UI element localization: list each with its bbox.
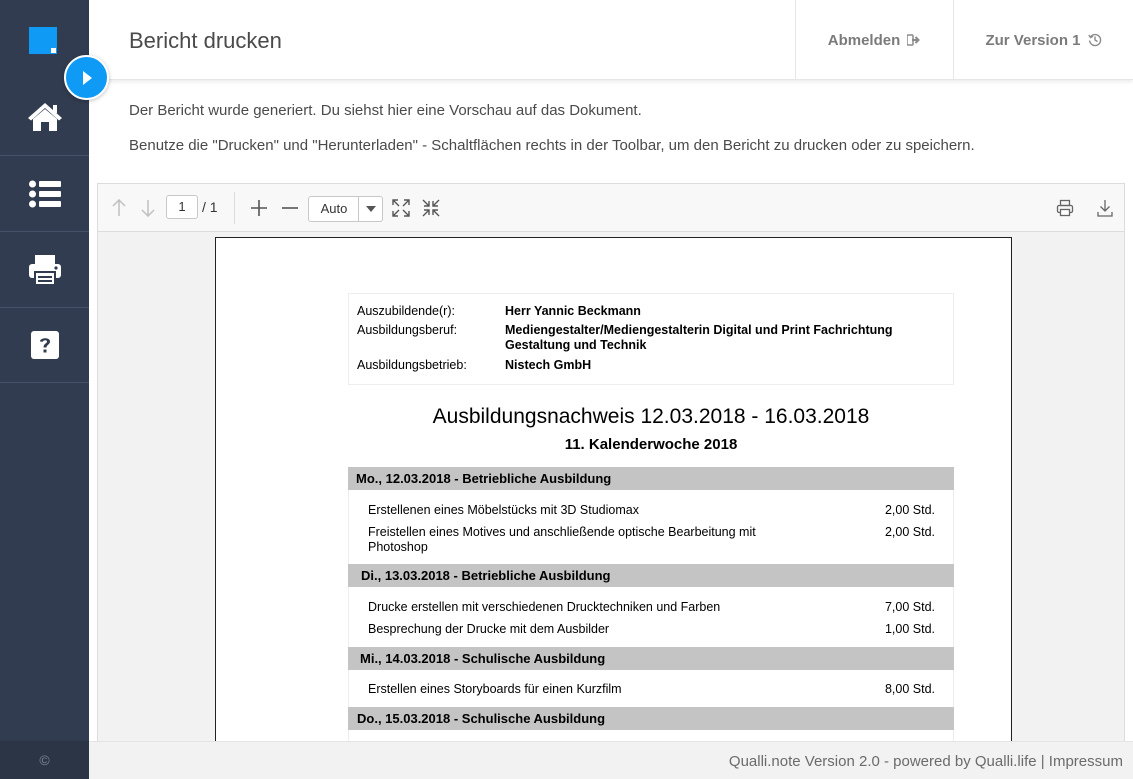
help-icon (31, 331, 59, 359)
entry-text: Besprechung der Drucke mit dem Ausbilder (368, 622, 610, 636)
document-area (98, 232, 1124, 743)
fit-page-button[interactable] (421, 198, 441, 218)
entry-text: Erstellen eines Storyboards für einen Kurzfilm (368, 682, 622, 696)
app-logo[interactable] (29, 27, 57, 54)
next-page-button[interactable] (139, 198, 157, 218)
day-header: Mo., 12.03.2018 - Betriebliche Ausbildung (348, 467, 954, 490)
page-number-input[interactable]: 1 (166, 195, 198, 219)
entry-hours: 2,00 Std. (884, 503, 935, 517)
download-button[interactable] (1095, 198, 1115, 218)
home-icon (27, 101, 63, 133)
version-label: Zur Version 1 (985, 31, 1081, 49)
arrow-up-icon (112, 199, 126, 217)
header (89, 0, 1133, 80)
print-icon (1056, 199, 1074, 217)
plus-icon (250, 199, 268, 217)
entry-hours: 7,00 Std. (884, 600, 935, 614)
day-header: Mi., 14.03.2018 - Schulische Ausbildung (348, 647, 954, 670)
trainee-info (348, 293, 954, 385)
page-total: / 1 (202, 199, 218, 215)
footer-text[interactable]: Qualli.note Version 2.0 - powered by Qualli.life | Impressum (728, 753, 1123, 770)
info-value: Nistech GmbH (505, 358, 592, 372)
list-icon (29, 180, 61, 208)
entry-text: Erstellenen eines Möbelstücks mit 3D Studiomax (368, 503, 639, 517)
toolbar-divider (234, 192, 235, 224)
info-label: Ausbildungsbetrieb: (357, 358, 467, 372)
arrow-down-icon (141, 199, 155, 217)
entry-text: Freistellen eines Motives und anschließende optische Bearbeitung mit Photoshop (368, 525, 756, 554)
compress-icon (422, 199, 440, 217)
logout-button[interactable] (795, 0, 953, 80)
history-icon (1088, 33, 1102, 47)
fullscreen-button[interactable] (391, 198, 411, 218)
previous-page-button[interactable] (110, 198, 128, 218)
entry-hours: 1,00 Std. (884, 622, 935, 636)
day-header: Di., 13.03.2018 - Betriebliche Ausbildung (348, 564, 954, 587)
intro-text: Der Bericht wurde generiert. Du siehst hier eine Vorschau auf das Dokument. (129, 102, 642, 119)
zoom-value: Auto (320, 201, 348, 216)
zoom-in-button[interactable] (249, 198, 269, 218)
info-value: Mediengestalter/Mediengestalterin Digital und Print Fachrichtung Gestaltung und Technik (505, 323, 893, 352)
chevron-down-icon (358, 197, 382, 221)
sidebar-item-help[interactable] (0, 307, 89, 383)
version-1-button[interactable] (953, 0, 1133, 80)
document-page (215, 237, 1012, 743)
expand-icon (392, 199, 410, 217)
pdf-viewer (97, 183, 1125, 743)
intro-hint: Benutze die "Drucken" und "Herunterladen" - Schaltflächen rechts in der Toolbar, um den Bericht zu drucken oder zu speichern. (129, 137, 975, 154)
sidebar-item-print[interactable] (0, 231, 89, 307)
logout-label: Abmelden (827, 31, 901, 49)
info-label: Ausbildungsberuf: (357, 323, 458, 337)
download-icon (1097, 199, 1113, 217)
sidebar-item-list[interactable] (0, 155, 89, 231)
footer (89, 741, 1133, 779)
entry-hours: 8,00 Std. (884, 682, 935, 696)
day-header: Do., 15.03.2018 - Schulische Ausbildung (348, 707, 954, 730)
play-icon (80, 70, 94, 86)
document-subtitle: 11. Kalenderwoche 2018 (564, 436, 738, 453)
expand-sidebar-button[interactable] (64, 55, 109, 100)
viewer-toolbar (98, 184, 1124, 232)
day-entries (348, 490, 954, 564)
page-title: Bericht drucken (129, 28, 282, 53)
print-icon (28, 254, 62, 286)
document-title: Ausbildungsnachweis 12.03.2018 - 16.03.2018 (432, 405, 870, 428)
info-value: Herr Yannic Beckmann (505, 304, 641, 318)
minus-icon (281, 199, 299, 217)
zoom-select[interactable] (308, 196, 383, 222)
logout-icon (907, 34, 921, 46)
day-entries (348, 587, 954, 647)
entry-hours: 2,00 Std. (884, 525, 935, 539)
sidebar (0, 0, 89, 779)
copyright: © (0, 741, 89, 779)
entry-text: Drucke erstellen mit verschiedenen Drucktechniken und Farben (368, 600, 721, 614)
day-entries (348, 670, 954, 707)
print-document-button[interactable] (1055, 198, 1075, 218)
info-label: Auszubildende(r): (357, 304, 455, 318)
zoom-out-button[interactable] (280, 198, 300, 218)
